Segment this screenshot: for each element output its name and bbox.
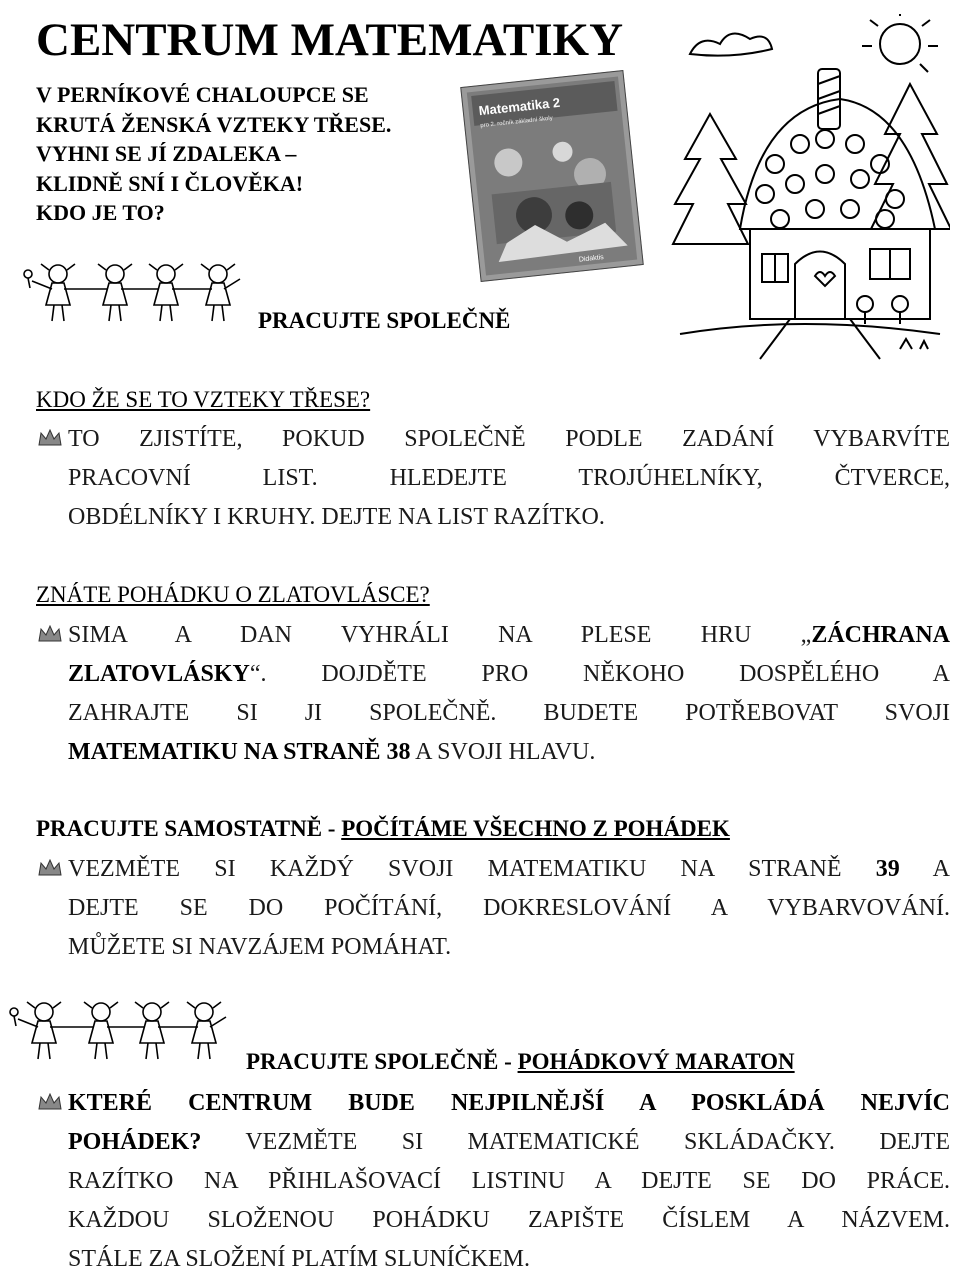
section2-heading: ZNÁTE POHÁDKU O ZLATOVLÁSCE? xyxy=(36,582,430,607)
crown-bullet-icon xyxy=(38,429,62,447)
children-holding-hands-drawing xyxy=(18,256,246,332)
section3-heading-title: POČÍTÁME VŠECHNO Z POHÁDEK xyxy=(341,816,730,841)
book-publisher: Didaktis xyxy=(578,254,605,264)
book-title: Matematika 2 xyxy=(477,94,561,119)
crown-bullet-icon xyxy=(38,1093,62,1111)
crown-bullet-icon xyxy=(38,625,62,643)
book-subtitle: pro 2. ročník základní školy xyxy=(480,115,554,130)
game-name: ZÁCHRANA xyxy=(811,622,950,648)
game-name: ZLATOVLÁSKY xyxy=(68,661,250,687)
section2-line xyxy=(68,616,950,655)
section4-text-span: VEZMĚTE SI MATEMATICKÉ SKLÁDAČKY. DEJTE xyxy=(201,1129,950,1155)
page-title: CENTRUM MATEMATIKY xyxy=(36,14,624,66)
section4-heading-title: POHÁDKOVÝ MARATON xyxy=(517,1049,795,1074)
riddle-line: KLIDNĚ SNÍ I ČLOVĚKA! xyxy=(36,170,304,196)
section4-question: POHÁDEK? xyxy=(68,1129,202,1155)
riddle-line: VYHNI SE JÍ ZDALEKA – xyxy=(36,141,297,166)
section3-text-span: VEZMĚTE SI KAŽDÝ SVOJI MATEMATIKU NA STRANĚ xyxy=(68,856,876,882)
page-reference: MATEMATIKU NA STRANĚ 38 xyxy=(68,739,411,765)
section4-line xyxy=(68,1084,950,1123)
section2-text-span: SIMA A DAN VYHRÁLI NA PLESE HRU „ xyxy=(68,622,812,648)
section1-line: TO ZJISTÍTE, POKUD SPOLEČNĚ PODLE ZADÁNÍ VYBARVÍTE xyxy=(68,426,950,452)
riddle-line: KRUTÁ ŽENSKÁ VZTEKY TŘESE. xyxy=(36,111,392,137)
section1-line: PRACOVNÍ LIST. HLEDEJTE TROJÚHELNÍKY, ČTVERCE, xyxy=(68,465,950,491)
section4-line: STÁLE ZA SLOŽENÍ PLATÍM SLUNÍČKEM. xyxy=(68,1246,530,1272)
section4-line: KAŽDOU SLOŽENOU POHÁDKU ZAPIŠTE ČÍSLEM A NÁZVEM. xyxy=(68,1207,950,1233)
section2-line xyxy=(68,733,950,772)
section1-line: OBDÉLNÍKY I KRUHY. DEJTE NA LIST RAZÍTKO. xyxy=(68,504,605,530)
page-reference: 39 xyxy=(875,856,900,882)
gingerbread-house-drawing xyxy=(670,14,950,364)
section4-question: KTERÉ CENTRUM BUDE NEJPILNĚJŠÍ A POSKLÁDÁ NEJVÍC xyxy=(68,1090,950,1116)
work-together-label: PRACUJTE SPOLEČNĚ xyxy=(258,308,511,333)
section2-text-span: “. DOJDĚTE PRO NĚKOHO DOSPĚLÉHO A xyxy=(249,661,950,687)
section2-line: ZAHRAJTE SI JI SPOLEČNĚ. BUDETE POTŘEBOVAT SVOJI xyxy=(68,700,950,726)
section3-text-span: A xyxy=(899,856,950,882)
section4-heading-prefix: PRACUJTE SPOLEČNĚ - xyxy=(246,1049,518,1074)
riddle-line: V PERNÍKOVÉ CHALOUPCE SE xyxy=(36,82,369,107)
children-holding-hands-drawing xyxy=(4,994,232,1070)
math-textbook-image xyxy=(460,70,644,282)
section3-line: MŮŽETE SI NAVZÁJEM POMÁHAT. xyxy=(68,934,452,960)
section3-line: DEJTE SE DO POČÍTÁNÍ, DOKRESLOVÁNÍ A VYBARVOVÁNÍ. xyxy=(68,895,950,921)
section2-text xyxy=(68,616,950,772)
section4-line xyxy=(68,1123,950,1162)
riddle xyxy=(36,80,391,228)
riddle-line: KDO JE TO? xyxy=(36,200,165,225)
section2-line xyxy=(68,655,950,694)
section1-text xyxy=(68,420,950,537)
section3-line xyxy=(68,850,950,889)
section1-heading: KDO ŽE SE TO VZTEKY TŘESE? xyxy=(36,387,371,412)
section3-text xyxy=(68,850,950,967)
crown-bullet-icon xyxy=(38,859,62,877)
section2-text-span: A SVOJI HLAVU. xyxy=(410,739,596,765)
section3-heading-prefix: PRACUJTE SAMOSTATNĚ - xyxy=(36,816,342,841)
section4-heading xyxy=(246,1049,795,1075)
section4-text xyxy=(68,1084,950,1279)
section4-line: RAZÍTKO NA PŘIHLAŠOVACÍ LISTINU A DEJTE SE DO PRÁCE. xyxy=(68,1168,950,1194)
section3-heading xyxy=(36,816,730,842)
